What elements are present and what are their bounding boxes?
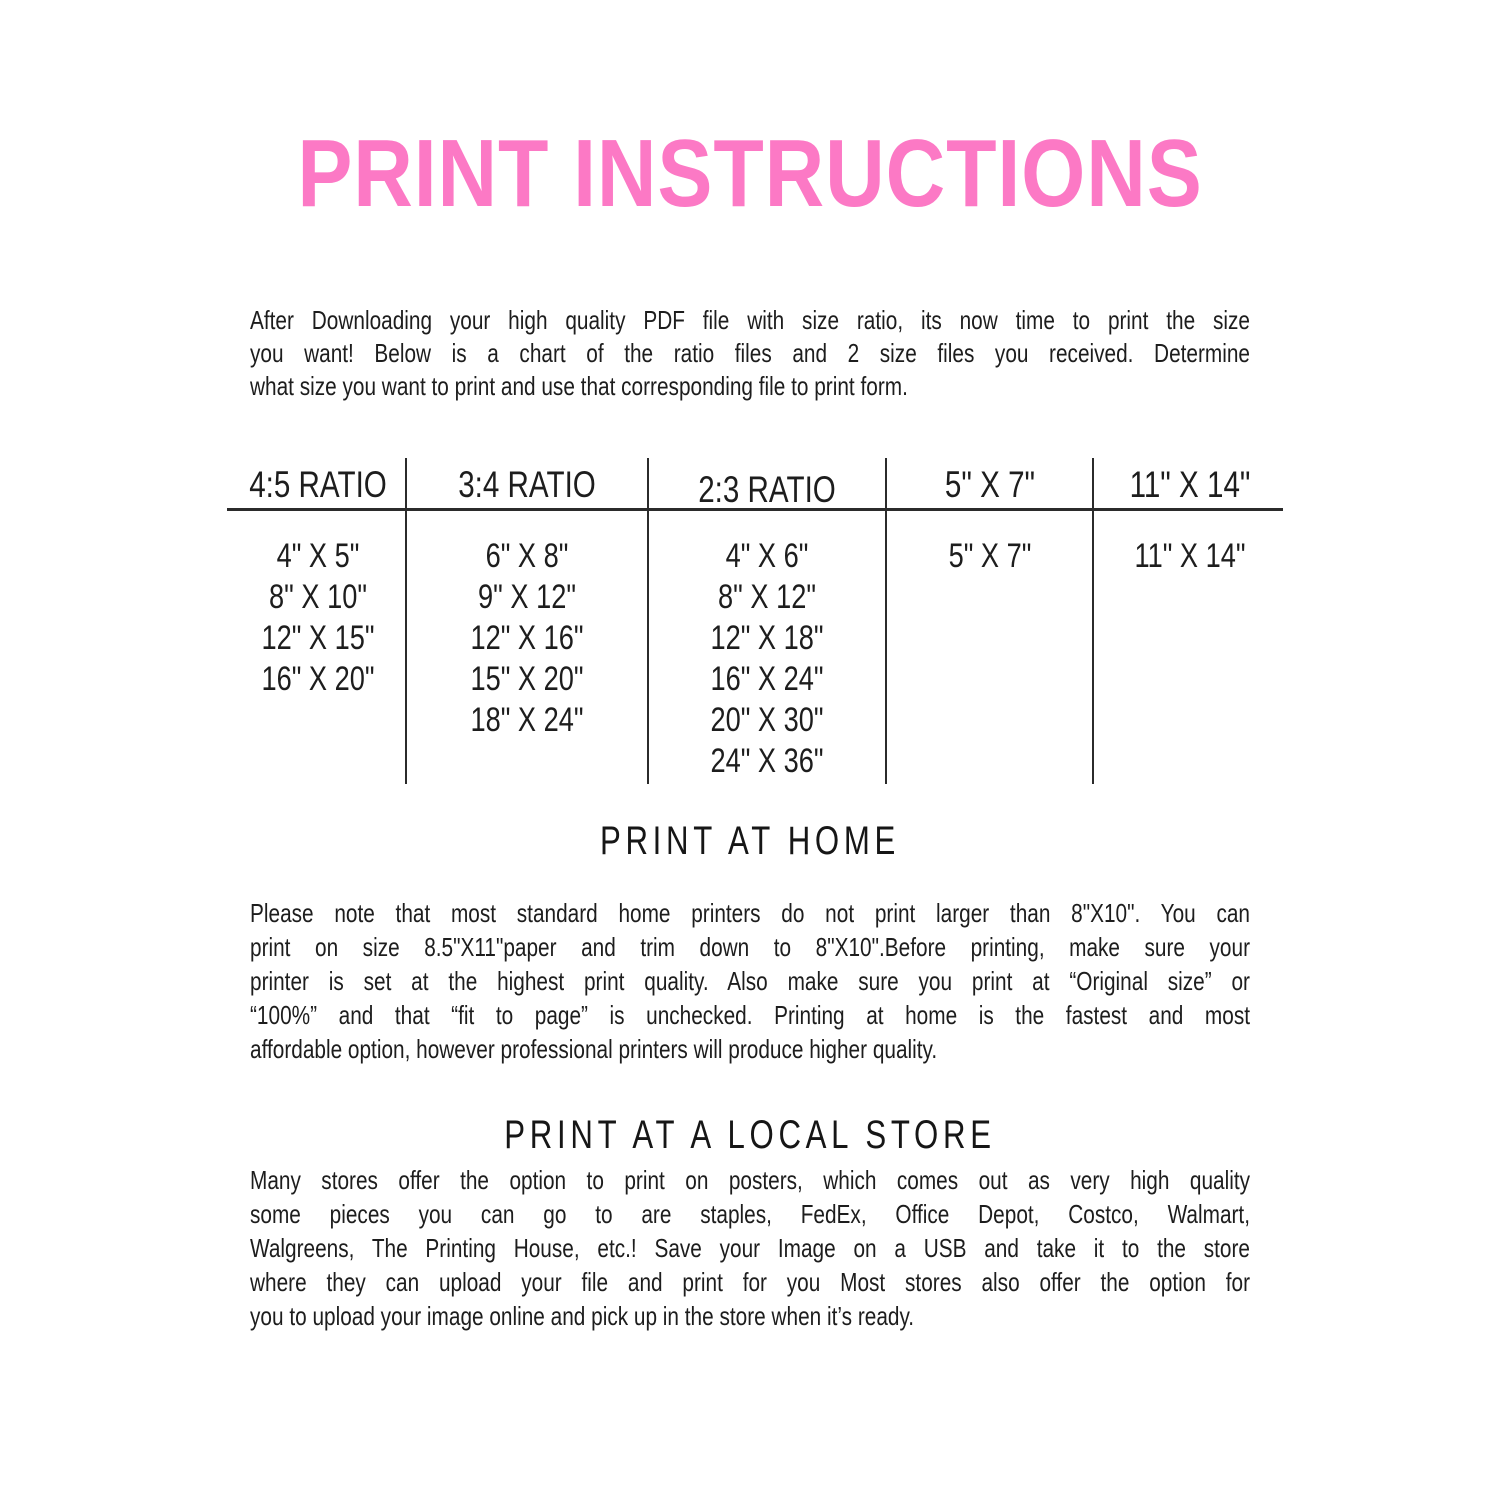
text-line: you want! Below is a chart of the ratio files and 2 size files you received. Determine — [250, 338, 1250, 368]
size-cell: 4" X 6" — [725, 537, 809, 575]
text-line: Please note that most standard home printers do not print larger than 8"X10". You can — [250, 898, 1250, 928]
text-line: print on size 8.5"X11"paper and trim down to 8"X10".Before printing, make sure your — [250, 932, 1250, 962]
size-cell: 9" X 12" — [478, 578, 576, 616]
text-line: “100%” and that “fit to page” is unchecked. Printing at home is the fastest and most — [250, 1000, 1250, 1030]
print-at-local-store-paragraph-lines — [250, 1163, 1250, 1333]
table-column — [1094, 462, 1285, 792]
size-cell: 4" X 5" — [276, 537, 360, 575]
section-heading-print-at-local-store: PRINT AT A LOCAL STORE — [504, 1113, 996, 1157]
size-cell: 15" X 20" — [470, 660, 584, 698]
table-column-content — [950, 462, 1430, 577]
text-line: you to upload your image online and pick up in the store when it’s ready. — [250, 1301, 915, 1331]
column-header: 11" X 14" — [1129, 464, 1250, 505]
size-cell: 12" X 15" — [261, 619, 375, 657]
page-title: PRINT INSTRUCTIONS — [297, 120, 1203, 227]
size-cell: 5" X 7" — [948, 537, 1032, 575]
print-at-local-store-paragraph — [250, 1163, 1250, 1333]
column-header: 4:5 RATIO — [249, 464, 387, 505]
intro-paragraph-lines — [250, 304, 1250, 403]
column-header: 5" X 7" — [944, 464, 1036, 505]
text-line: Walgreens, The Printing House, etc.! Save your Image on a USB and take it to the store — [250, 1233, 1250, 1263]
column-header: 3:4 RATIO — [458, 464, 596, 505]
text-line: printer is set at the highest print quality. Also make sure you print at “Original size” or — [250, 966, 1250, 996]
text-line: what size you want to print and use that corresponding file to print form. — [250, 371, 908, 401]
print-at-home-paragraph-lines — [250, 896, 1250, 1066]
size-cell: 6" X 8" — [485, 537, 569, 575]
size-cell: 8" X 10" — [269, 578, 367, 616]
size-cell: 20" X 30" — [710, 701, 824, 739]
column-cells — [950, 536, 1430, 577]
size-cell: 24" X 36" — [710, 742, 824, 780]
text-line: After Downloading your high quality PDF file with size ratio, its now time to print the size — [250, 305, 1250, 335]
size-cell: 8" X 12" — [718, 578, 816, 616]
text-line: where they can upload your file and print for you Most stores also offer the option for — [250, 1267, 1250, 1297]
text-line: some pieces you can go to are staples, FedEx, Office Depot, Costco, Walmart, — [250, 1199, 1250, 1229]
size-cell: 18" X 24" — [470, 701, 584, 739]
section-heading-print-at-home: PRINT AT HOME — [599, 819, 901, 863]
text-line: affordable option, however professional printers will produce higher quality. — [250, 1034, 938, 1064]
size-cell: 12" X 16" — [470, 619, 584, 657]
size-cell: 12" X 18" — [710, 619, 824, 657]
size-cell: 11" X 14" — [1133, 537, 1246, 575]
print-at-home-paragraph — [250, 896, 1250, 1066]
intro-paragraph — [250, 304, 1250, 403]
size-cell: 16" X 20" — [261, 660, 375, 698]
column-header: 2:3 RATIO — [698, 469, 836, 510]
size-cell: 16" X 24" — [710, 660, 824, 698]
text-line: Many stores offer the option to print on posters, which comes out as very high quality — [250, 1165, 1250, 1195]
